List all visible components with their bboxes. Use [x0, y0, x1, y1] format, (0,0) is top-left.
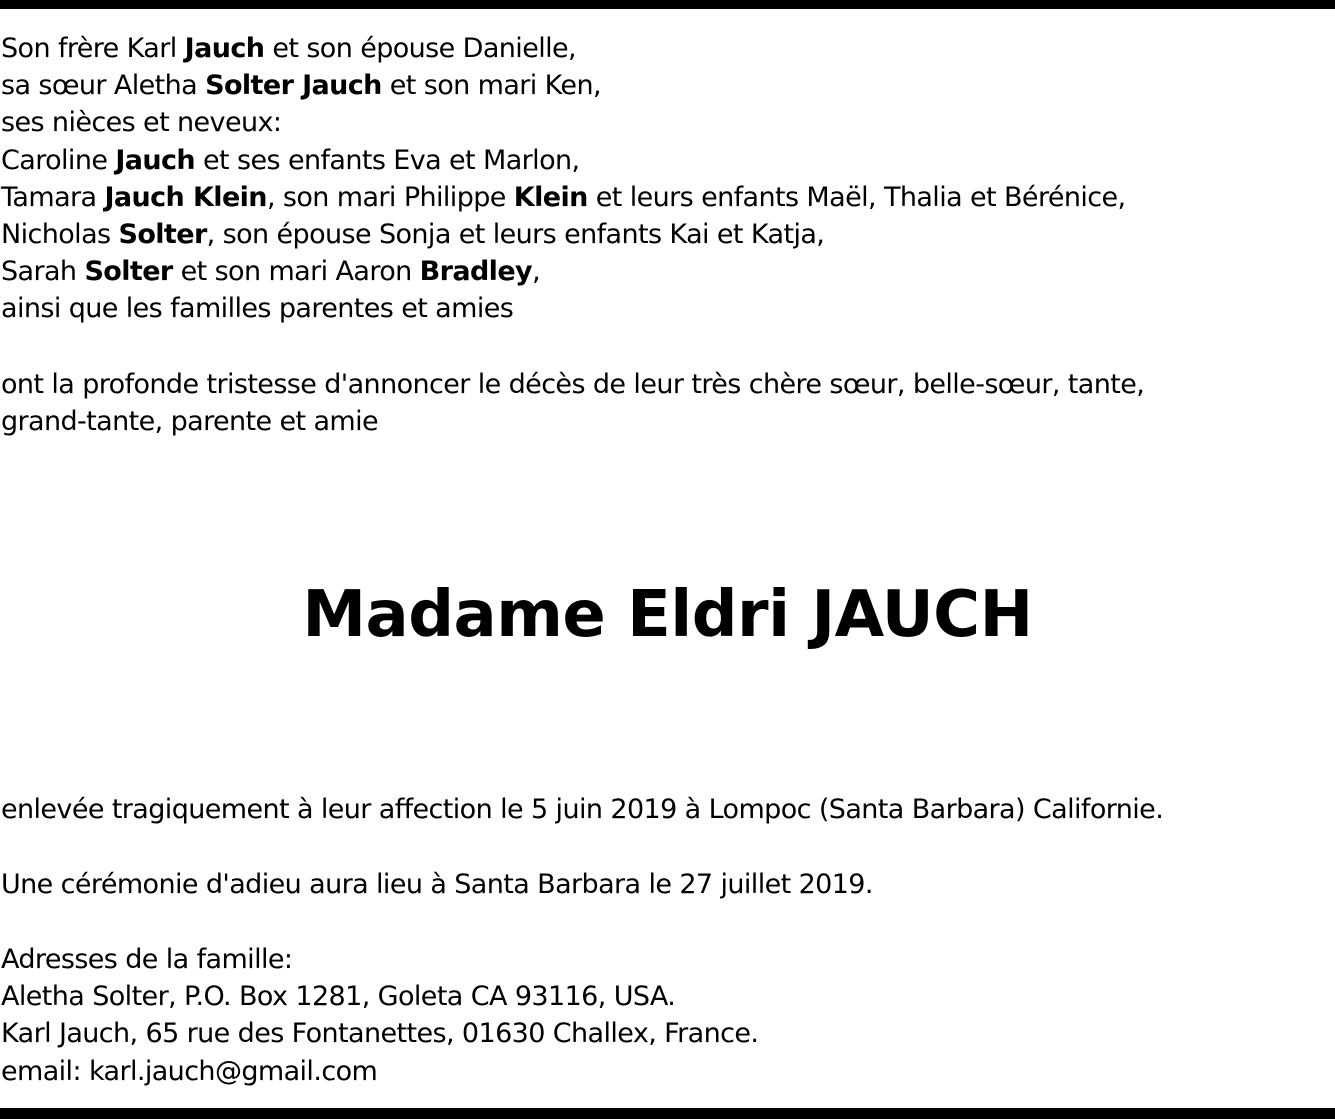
deceased-name-heading: Madame Eldri JAUCH — [302, 578, 1033, 652]
announcement-line: ont la profonde tristesse d'annoncer le décès de leur très chère sœur, belle-sœur, tante, — [1, 369, 1145, 400]
ceremony-notice — [1, 866, 1331, 903]
family-line-sister — [1, 67, 1331, 104]
family-line-text: et ses enfants Eva et Marlon, — [195, 144, 580, 176]
family-surname: Solter — [84, 256, 173, 288]
ceremony-line: Une cérémonie d'adieu aura lieu à Santa Barbara le 27 juillet 2019. — [1, 869, 873, 900]
family-line-relatives: ainsi que les familles parentes et amies — [1, 293, 514, 325]
email-address: email: karl.jauch@gmail.com — [1, 1055, 378, 1087]
family-line-sarah — [1, 253, 1331, 290]
addresses-heading: Adresses de la famille: — [1, 944, 293, 975]
family-line-text: , — [532, 256, 541, 288]
death-notice — [1, 791, 1331, 828]
family-surname: Jauch — [184, 33, 265, 64]
family-line-text: sa sœur Aletha — [1, 70, 206, 102]
family-line-text: Son frère Karl — [1, 33, 185, 64]
family-line-tamara — [1, 179, 1331, 216]
family-surname: Bradley — [419, 256, 533, 288]
family-line-nieces-heading: ses nièces et neveux: — [1, 107, 282, 139]
family-line-text: et son épouse Danielle, — [264, 33, 577, 64]
death-notice-line: enlevée tragiquement à leur affection le 5 juin 2019 à Lompoc (Santa Barbara) Californie. — [1, 794, 1164, 825]
family-line-text: Nicholas — [1, 218, 119, 250]
family-addresses — [1, 941, 1331, 1090]
announcement-line: grand-tante, parente et amie — [1, 406, 379, 438]
family-line-text: et son mari Aaron — [172, 256, 420, 288]
family-surname: Solter Jauch — [205, 70, 382, 102]
address-line: Karl Jauch, 65 rue des Fontanettes, 01630 Challex, France. — [1, 1018, 759, 1050]
family-line-text: Sarah — [1, 256, 85, 288]
family-line-text: , son épouse Sonja et leurs enfants Kai et Katja, — [206, 218, 825, 250]
family-surname: Solter — [118, 218, 207, 250]
family-line-text: Caroline — [1, 144, 116, 176]
family-surname: Jauch — [115, 144, 196, 176]
family-surname: Klein — [513, 181, 588, 213]
bottom-border-rule — [0, 1108, 1335, 1119]
family-line-nicholas — [1, 216, 1331, 253]
family-line-text: , son mari Philippe — [266, 181, 514, 213]
address-line: Aletha Solter, P.O. Box 1281, Goleta CA 93116, USA. — [1, 981, 676, 1013]
family-line-text: Tamara — [1, 181, 105, 213]
family-surname: Jauch Klein — [104, 181, 267, 213]
announcement-text — [1, 366, 1331, 440]
family-line-caroline — [1, 142, 1331, 179]
top-border-rule — [0, 0, 1335, 9]
family-line-brother — [1, 30, 1331, 67]
family-list — [1, 30, 1331, 328]
family-line-text: et son mari Ken, — [381, 70, 601, 102]
family-line-text: et leurs enfants Maël, Thalia et Bérénice, — [587, 181, 1126, 213]
